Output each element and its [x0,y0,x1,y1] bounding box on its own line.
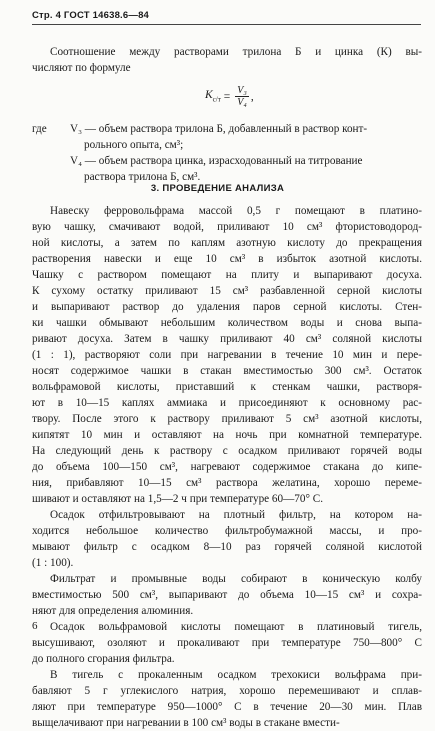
definition-text: V₄ — объем раствора цинка, израсходованный на титрование [70,155,363,167]
text-line: кипятят 10 мин и оставляют на ночь при комнатной температуре. [32,429,422,441]
body-paragraph [32,619,422,667]
text-line: ют в 10—15 каплях аммиака и присоединяют к основному рас- [32,397,422,409]
text-line: твору. После этого к раствору приливают 5 см³ азотной кислоты, [32,413,422,425]
text-line: числяют по формуле [32,62,131,74]
text-line: В тигель с прокаленным осадком трехокиси вольфрама при- [50,669,422,681]
text-line: и выпаривают раствор до удаления паров серной кислоты. Стен- [32,301,422,313]
text-line: вую чашку, смачивают водой, приливают 10 см³ фтористоводород- [32,221,422,233]
text-line: ки чашки обмывают небольшим количеством воды и снова выпа- [32,317,422,329]
formula: $K_{с/т}$ = $\frac{\text{V₃}}{\text{V₄}}$ , [205,85,254,108]
definition-text: рольного опыта, см³; [84,139,184,151]
formula-lhs: $K_{с/т}$ [205,89,221,104]
text-line: (1 : 100). [32,557,74,569]
definition-text: раствора трилона Б, см³. [84,171,201,183]
definition-lead [32,153,70,169]
definition-row [32,121,422,137]
text-line: до полного сгорания фильтра. [32,653,175,665]
formula-numerator: V₃ [237,85,247,96]
body-paragraph [32,507,422,571]
definition-lead: где [32,123,47,135]
text-line: носят содержимое чашки в стакан вместимостью 300 см³. Остаток [32,365,422,377]
text-line: вольфрамовой кислоты, приставший к стенкам чашки, растворя- [32,381,422,393]
text-line: ляют при температуре 950—1000° С в течение 20—30 мин. Плав [32,701,422,713]
section-title: 3. ПРОВЕДЕНИЕ АНАЛИЗА [150,183,285,194]
text-line: высушивают, озоляют и прокаливают при температуре 750—800° С [32,637,422,649]
text-line: К сухому остатку приливают 15 см³ разбавленной серной кислоты [32,285,422,297]
text-line: шивают и оставляют на 1,5—2 ч при температуре 60—70° С. [32,493,324,505]
definition-row [32,153,422,169]
intro-paragraph [32,44,422,76]
text-line: Навеску ферровольфрама массой 0,5 г помещают в платино- [50,205,422,217]
body-paragraph [32,203,422,507]
definition-text: V₃ — объем раствора трилона Б, добавленный в раствор конт- [70,123,368,135]
text-line: няют для определения алюминия. [32,605,194,617]
page-header: Стр. 4 ГОСТ 14638.6—84 [32,10,150,21]
page-number: 6 [32,620,38,632]
body-paragraph [32,667,422,731]
text-line: растворения навески и еще 10 см³ в избыток азотной кислоты. [32,253,422,265]
text-line: Осадок вольфрамовой кислоты помещают в платиновый тигель, [50,621,422,633]
text-line: ходится небольшое количество фильтробумажной массы, и про- [32,525,422,537]
formula-tail: , [250,90,254,103]
text-line: Осадок отфильтровывают на плотный фильтр, на котором на- [50,509,422,521]
text-line: Чашку с раствором помещают на плиту и выпаривают досуха. [32,269,422,281]
definition-row [32,137,422,153]
text-line: мывают фильтр с осадком 8—10 раз горячей соляной кислотой [32,541,422,553]
text-line: выщелачивают при нагревании в 100 см³ воды в стакане вмести- [32,717,340,729]
formula-denominator: V₄ [237,97,247,108]
text-line: ривают досуха. Затем в чашку приливают 40 см³ соляной кислоты [32,333,422,345]
text-line: до объема 100—150 см³, нагревают содержимое стакана до кипе- [32,461,422,473]
text-line: бавляют 5 г углекислого натрия, хорошо перемешивают и сплав- [32,685,422,697]
text-line: ния, прибавляют 10—15 см³ раствора желатина, хорошо переме- [32,477,422,489]
header-rule [32,24,421,25]
body-paragraph [32,571,422,619]
definitions-list [32,121,422,185]
text-line: вместимостью 500 см³, выпаривают до объема 10—15 см³ и сохра- [32,589,422,601]
text-line: ной кислоты, а затем по каплям азотную кислоту до прекращения [32,237,422,249]
formula-fraction [235,85,249,108]
text-line: Фильтрат и промывные воды собирают в коническую колбу [50,573,422,585]
text-line: Соотношение между растворами трилона Б и цинка (К) вы- [50,46,422,58]
definition-lead [32,137,70,153]
text-line: На следующий день к раствору с осадком приливают горячей воды [32,445,422,457]
text-line: (1 : 1), растворяют соли при нагревании в течение 10 мин и пере- [32,349,422,361]
